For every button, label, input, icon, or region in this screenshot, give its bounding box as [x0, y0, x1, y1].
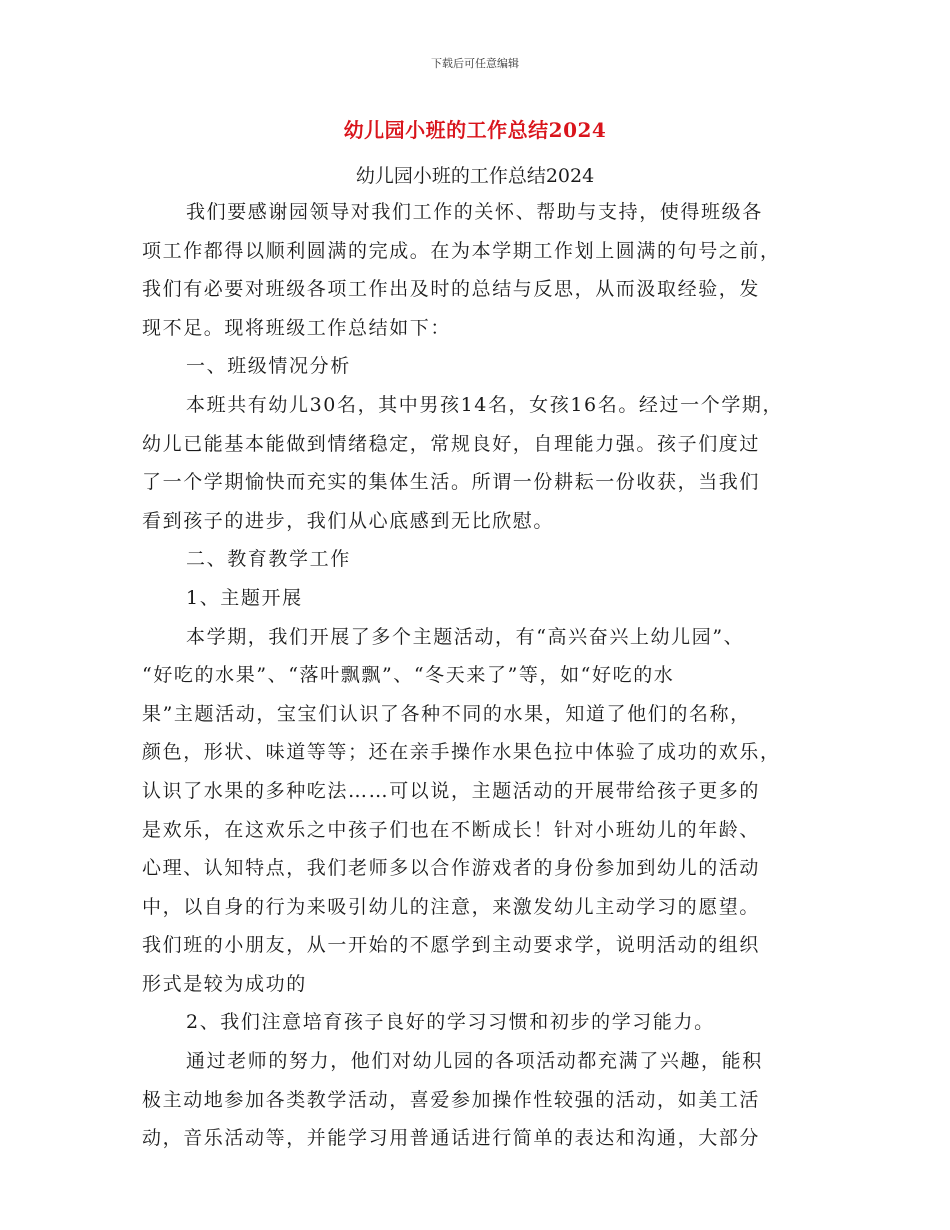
- paragraph-line: 形式是较为成功的: [142, 972, 307, 995]
- paragraph-line: 看到孩子的进步，我们从心底感到无比欣慰。: [142, 509, 555, 532]
- section-heading: 一、班级情况分析: [186, 355, 351, 378]
- paragraph-line: 了一个学期愉快而充实的集体生活。所谓一份耕耘一份收获，当我们: [142, 471, 761, 494]
- paragraph-line: 中，以自身的行为来吸引幼儿的注意，来激发幼儿主动学习的愿望。: [142, 895, 761, 918]
- paragraph-line: 动，音乐活动等，并能学习用普通话进行简单的表达和沟通，大部分: [142, 1127, 761, 1150]
- paragraph-line: 极主动地参加各类教学活动，喜爱参加操作性较强的活动，如美工活: [142, 1088, 761, 1111]
- subsection-heading: 1、主题开展: [186, 586, 303, 609]
- paragraph-line: 幼儿已能基本能做到情绪稳定，常规良好，自理能力强。孩子们度过: [142, 432, 761, 455]
- document-title: 幼儿园小班的工作总结2024: [343, 118, 607, 142]
- section-heading: 二、教育教学工作: [186, 548, 351, 571]
- header-note: 下载后可任意编辑: [431, 57, 519, 70]
- paragraph-line: 是欢乐，在这欢乐之中孩子们也在不断成长！针对小班幼儿的年龄、: [142, 818, 761, 841]
- subsection-heading: 2、我们注意培育孩子良好的学习习惯和初步的学习能力。: [186, 1011, 715, 1034]
- paragraph-line: 我们班的小朋友，从一开始的不愿学到主动要求学，说明活动的组织: [142, 934, 761, 957]
- paragraph-line: “好吃的水果”、“落叶飘飘”、“冬天来了”等，如“好吃的水: [142, 664, 675, 687]
- paragraph-line: 现不足。现将班级工作总结如下：: [142, 316, 452, 339]
- paragraph-line: 本班共有幼儿30名，其中男孩14名，女孩16名。经过一个学期，: [186, 393, 784, 416]
- document-body: [142, 193, 810, 1158]
- paragraph-line: 颜色，形状、味道等等；还在亲手操作水果色拉中体验了成功的欢乐，: [142, 741, 781, 764]
- paragraph-line: 项工作都得以顺利圆满的完成。在为本学期工作划上圆满的句号之前，: [142, 239, 781, 262]
- paragraph-line: 我们有必要对班级各项工作出及时的总结与反思，从而汲取经验，发: [142, 278, 761, 301]
- paragraph-line: 通过老师的努力，他们对幼儿园的各项活动都充满了兴趣，能积: [186, 1050, 763, 1073]
- paragraph-line: 果”主题活动，宝宝们认识了各种不同的水果，知道了他们的名称，: [142, 702, 751, 725]
- paragraph-line: 心理、认知特点，我们老师多以合作游戏者的身份参加到幼儿的活动: [142, 857, 761, 880]
- paragraph-line: 本学期，我们开展了多个主题活动，有“高兴奋兴上幼儿园”、: [186, 625, 745, 648]
- document-subtitle: 幼儿园小班的工作总结2024: [355, 165, 595, 187]
- paragraph-line: 我们要感谢园领导对我们工作的关怀、帮助与支持，使得班级各: [186, 201, 763, 223]
- paragraph-line: 认识了水果的多种吃法……可以说，主题活动的开展带给孩子更多的: [142, 779, 761, 802]
